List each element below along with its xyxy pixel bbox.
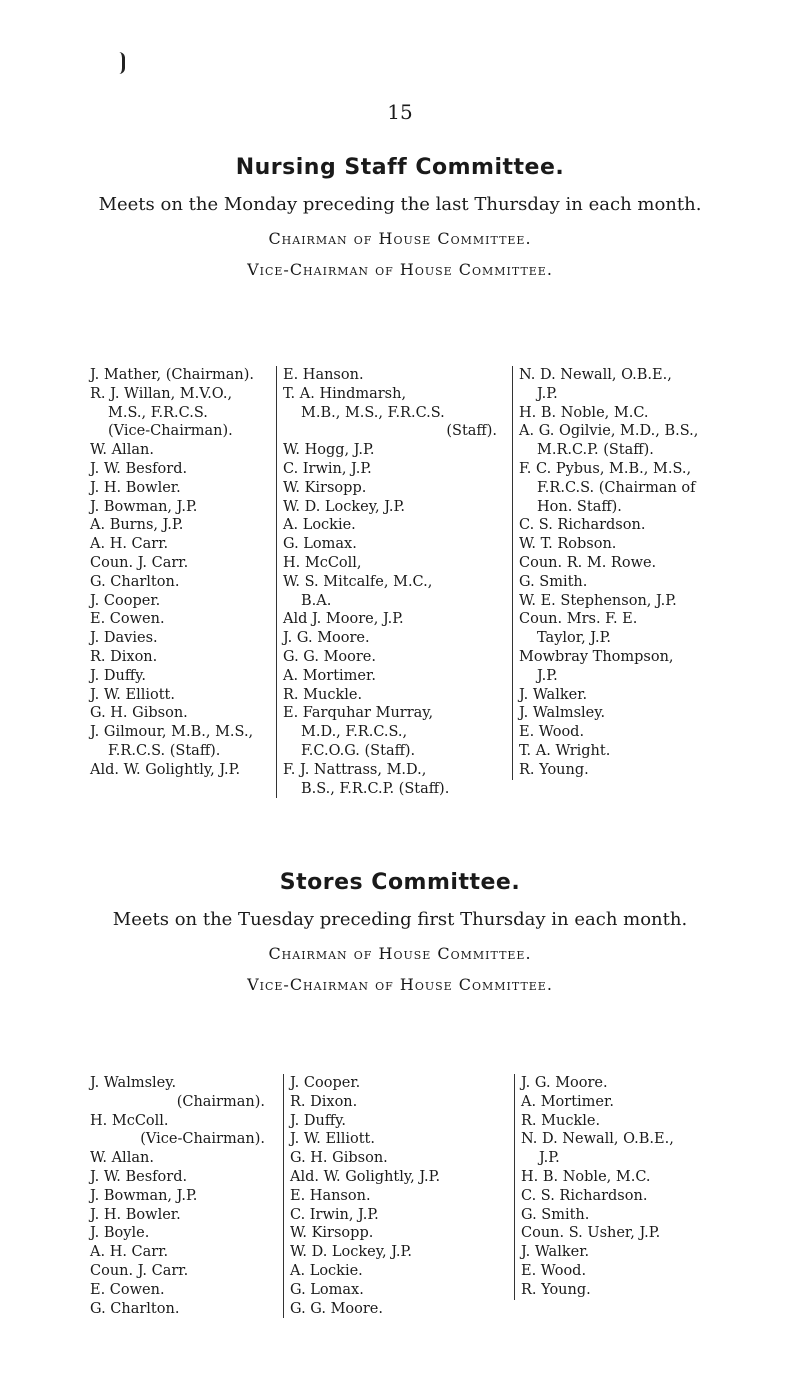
member-entry: W. Kirsopp. (283, 479, 367, 496)
member-entry: R. Dixon. (90, 648, 158, 665)
member-entry: J.P. (537, 385, 558, 402)
member-entry: G. G. Moore. (283, 648, 376, 665)
member-entry: F.R.C.S. (Staff). (108, 742, 221, 759)
stores-committee-header (0, 870, 800, 994)
member-entry: J. G. Moore. (283, 630, 370, 647)
member-entry: R. Young. (521, 1281, 591, 1298)
member-entry: (Vice-Chairman). (108, 423, 233, 440)
member-entry: M.B., M.S., F.R.C.S. (301, 404, 445, 421)
member-entry: C. Irwin, J.P. (283, 460, 372, 477)
nursing-column-3 (512, 366, 729, 780)
stores-column-3 (514, 1074, 731, 1300)
member-entry: J. H. Bowler. (90, 1206, 181, 1223)
member-entry: J. Davies. (90, 630, 158, 647)
member-entry: H. B. Noble, M.C. (519, 404, 649, 421)
member-entry: J. Mather, (Chairman). (90, 367, 255, 383)
member-entry: J.P. (537, 667, 558, 684)
member-entry: J. Boyle. (90, 1225, 150, 1242)
nursing-column-2 (276, 366, 497, 798)
member-entry: Coun. R. M. Rowe. (519, 554, 657, 571)
member-entry: H. B. Noble, M.C. (521, 1168, 651, 1185)
member-entry: J. W. Besford. (90, 1168, 188, 1185)
member-entry: C. S. Richardson. (521, 1187, 648, 1204)
member-entry: E. Farquhar Murray, (283, 705, 434, 722)
member-entry: F.R.C.S. (Chairman of (537, 479, 696, 496)
member-entry: E. Cowen. (90, 611, 165, 628)
member-entry: A. Lockie. (283, 517, 356, 534)
member-entry: G. Charlton. (90, 573, 180, 590)
member-entry: M.D., F.R.C.S., (301, 724, 408, 741)
nursing-committee-title: Nursing Staff Committee. (235, 155, 565, 180)
member-entry: Mowbray Thompson, (519, 648, 674, 665)
member-entry: G. Smith. (519, 573, 588, 590)
member-entry: J. W. Besford. (90, 460, 188, 477)
member-entry: W. Hogg, J.P. (283, 442, 375, 459)
member-entry: Coun. J. Carr. (90, 554, 189, 571)
member-entry: J. Duffy. (290, 1112, 347, 1129)
member-entry: E. Hanson. (290, 1187, 371, 1204)
member-entry: G. Charlton. (90, 1300, 180, 1317)
member-entry: A. H. Carr. (90, 536, 169, 553)
member-entry: Coun. S. Usher, J.P. (521, 1225, 661, 1242)
member-entry: J. Bowman, J.P. (90, 1187, 198, 1204)
nursing-vice-chairman-line: Vice-Chairman of House Committee. (247, 260, 553, 279)
member-entry: E. Cowen. (90, 1281, 165, 1298)
member-entry: F. J. Nattrass, M.D., (283, 761, 427, 778)
member-entry: J. Bowman, J.P. (90, 498, 198, 515)
member-entry: W. Allan. (90, 442, 154, 459)
member-entry: (Chairman). (176, 1093, 265, 1110)
member-entry: Coun. J. Carr. (90, 1262, 189, 1279)
member-entry: G. G. Moore. (290, 1300, 383, 1317)
member-entry: Taylor, J.P. (537, 630, 612, 647)
nursing-meets-text: Meets on the Monday preceding the last Thursday in each month. (98, 194, 702, 215)
member-entry: E. Wood. (521, 1262, 587, 1279)
stores-chairman-line: Chairman of House Committee. (268, 944, 532, 963)
member-entry: G. H. Gibson. (290, 1150, 388, 1167)
nursing-chairman-line: Chairman of House Committee. (268, 229, 532, 248)
member-entry: (Vice-Chairman). (140, 1131, 265, 1148)
member-entry: Coun. Mrs. F. E. (519, 611, 638, 628)
member-entry: M.S., F.R.C.S. (108, 404, 208, 421)
member-entry: G. Lomax. (283, 536, 357, 553)
member-entry: R. Muckle. (283, 686, 363, 703)
member-entry: J. Cooper. (90, 592, 161, 609)
member-entry: J. W. Elliott. (90, 686, 175, 703)
member-entry: W. Allan. (90, 1150, 154, 1167)
member-entry: Ald. W. Golightly, J.P. (90, 761, 241, 778)
member-entry: F.C.O.G. (Staff). (301, 742, 416, 759)
nursing-column-1 (90, 366, 260, 780)
member-entry: G. H. Gibson. (90, 705, 188, 722)
member-entry: A. Mortimer. (283, 667, 376, 684)
member-entry: C. Irwin, J.P. (290, 1206, 379, 1223)
nursing-committee-header (0, 155, 800, 279)
member-entry: J. G. Moore. (521, 1075, 608, 1091)
member-entry: G. Smith. (521, 1206, 590, 1223)
member-entry: J. Walmsley. (519, 705, 606, 722)
stores-column-2 (283, 1074, 505, 1318)
member-entry: N. D. Newall, O.B.E., (519, 367, 672, 383)
member-entry: W. E. Stephenson, J.P. (519, 592, 677, 609)
member-entry: J. Cooper. (290, 1075, 361, 1091)
member-entry: (Staff). (446, 423, 497, 440)
member-entry: B.S., F.R.C.P. (Staff). (301, 780, 450, 797)
member-entry: R. Young. (519, 761, 589, 778)
member-entry: J. Walker. (519, 686, 588, 703)
member-entry: J. Walmsley. (90, 1075, 177, 1091)
member-entry: A. Mortimer. (521, 1093, 614, 1110)
member-entry: W. D. Lockey, J.P. (283, 498, 405, 515)
member-entry: A. Burns, J.P. (90, 517, 184, 534)
member-entry: Ald J. Moore, J.P. (283, 611, 404, 628)
member-entry: J. W. Elliott. (290, 1131, 375, 1148)
member-entry: T. A. Hindmarsh, (283, 385, 407, 402)
member-entry: B.A. (301, 592, 332, 609)
member-entry: G. Lomax. (290, 1281, 364, 1298)
member-entry: M.R.C.P. (Staff). (537, 442, 654, 459)
member-entry: H. McColl, (283, 554, 362, 571)
stores-committee-title: Stores Committee. (279, 870, 521, 895)
member-entry: Ald. W. Golightly, J.P. (290, 1168, 441, 1185)
member-entry: R. J. Willan, M.V.O., (90, 385, 233, 402)
member-entry: W. D. Lockey, J.P. (290, 1244, 412, 1261)
member-entry: J. Gilmour, M.B., M.S., (90, 724, 254, 741)
member-entry: W. T. Robson. (519, 536, 617, 553)
member-entry: J.P. (539, 1150, 560, 1167)
member-entry: T. A. Wright. (519, 742, 611, 759)
stores-column-1 (90, 1074, 265, 1318)
member-entry: W. S. Mitcalfe, M.C., (283, 573, 433, 590)
member-entry: E. Hanson. (283, 367, 364, 383)
member-entry: A. H. Carr. (90, 1244, 169, 1261)
page-corner-mark (114, 52, 125, 74)
member-entry: J. Walker. (521, 1244, 590, 1261)
member-entry: A. G. Ogilvie, M.D., B.S., (519, 423, 699, 440)
member-entry: Hon. Staff). (537, 498, 622, 515)
member-entry: N. D. Newall, O.B.E., (521, 1131, 674, 1148)
member-entry: W. Kirsopp. (290, 1225, 374, 1242)
stores-meets-text: Meets on the Tuesday preceding first Thursday in each month. (112, 909, 688, 930)
member-entry: A. Lockie. (290, 1262, 363, 1279)
member-entry: H. McColl. (90, 1112, 169, 1129)
member-entry: F. C. Pybus, M.B., M.S., (519, 460, 692, 477)
member-entry: C. S. Richardson. (519, 517, 646, 534)
page-number: 15 (387, 100, 413, 124)
member-entry: J. H. Bowler. (90, 479, 181, 496)
member-entry: R. Dixon. (290, 1093, 358, 1110)
member-entry: J. Duffy. (90, 667, 147, 684)
member-entry: E. Wood. (519, 724, 585, 741)
member-entry: R. Muckle. (521, 1112, 601, 1129)
stores-vice-chairman-line: Vice-Chairman of House Committee. (247, 975, 553, 994)
